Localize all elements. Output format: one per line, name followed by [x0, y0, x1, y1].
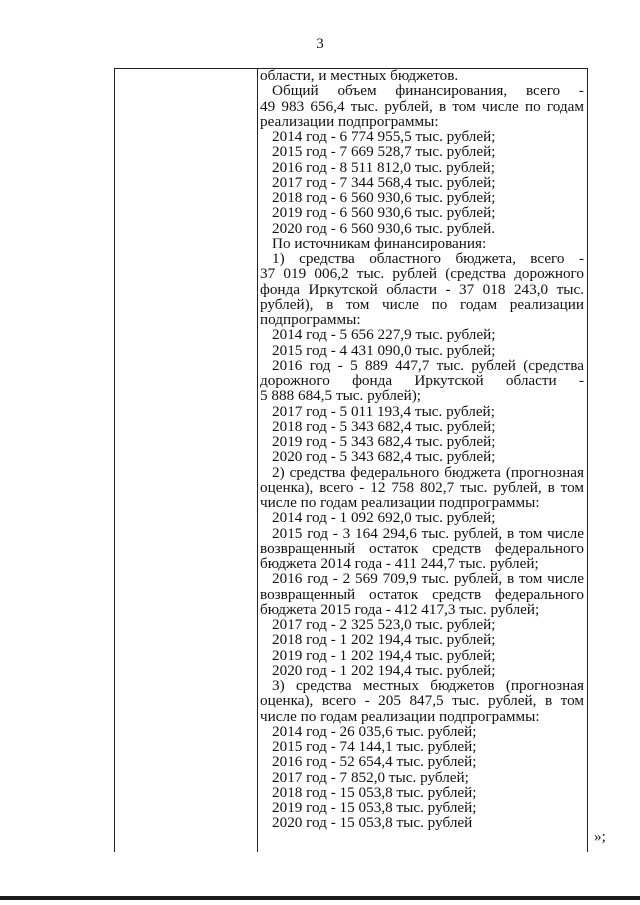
text-line: 2014 год - 26 035,6 тыс. рублей; — [272, 722, 477, 740]
text-line: возвращенный остаток средств федерального — [260, 539, 584, 557]
text-line: 2016 год - 52 654,4 тыс. рублей; — [272, 753, 477, 771]
table-cell-content — [260, 68, 584, 831]
text-line: 2015 год - 74 144,1 тыс. рублей; — [272, 738, 477, 755]
text-line: 2019 год - 6 560 930,6 тыс. рублей; — [272, 204, 496, 222]
text-line: оценка), всего - 205 847,5 тыс. рублей, в том — [260, 692, 584, 710]
text-line: возвращенный остаток средств федерального — [260, 585, 584, 603]
text-line: 2018 год - 15 053,8 тыс. рублей; — [272, 783, 477, 801]
text-line: 2014 год - 6 774 955,5 тыс. рублей; — [272, 128, 496, 145]
text-line: 2020 год - 1 202 194,4 тыс. рублей; — [272, 661, 496, 679]
text-line: 2018 год - 1 202 194,4 тыс. рублей; — [272, 631, 496, 649]
text-line: 2020 год - 15 053,8 тыс. рублей — [272, 814, 473, 832]
text-line: 5 888 684,5 тыс. рублей); — [260, 387, 421, 405]
text-line: бюджета 2015 года - 412 417,3 тыс. рублей; — [260, 600, 540, 618]
text-line: 2015 год - 3 164 294,6 тыс. рублей, в том числе — [272, 524, 584, 542]
text-line: 2017 год - 7 852,0 тыс. рублей; — [272, 768, 469, 786]
bottom-scan-border — [0, 896, 640, 900]
text-line: подпрограммы: — [260, 311, 361, 328]
text-line: оценка), всего - 12 758 802,7 тыс. рублей, в том — [260, 478, 584, 496]
text-line: 2020 год - 5 343 682,4 тыс. рублей; — [272, 448, 496, 466]
table-column-divider — [257, 69, 258, 852]
text-line: По источникам финансирования: — [272, 234, 487, 252]
text-line: 37 019 006,2 тыс. рублей (средства дорожного — [260, 265, 584, 283]
text-line: 2018 год - 5 343 682,4 тыс. рублей; — [272, 417, 496, 435]
text-line: 2015 год - 4 431 090,0 тыс. рублей; — [272, 341, 496, 359]
text-line: 2016 год - 8 511 812,0 тыс. рублей; — [272, 158, 495, 176]
page-number: 3 — [316, 36, 324, 52]
text-line: 2017 год - 2 325 523,0 тыс. рублей; — [272, 616, 496, 633]
text-line: 2018 год - 6 560 930,6 тыс. рублей; — [272, 189, 496, 206]
text-line: 2016 год - 5 889 447,7 тыс. рублей (средства — [272, 356, 584, 374]
text-line: 3) средства местных бюджетов (прогнозная — [272, 677, 584, 694]
text-line: 2019 год - 1 202 194,4 тыс. рублей; — [272, 646, 496, 664]
text-line: числе по годам реализации подпрограммы: — [260, 494, 540, 511]
text-line: 2016 год - 2 569 709,9 тыс. рублей, в том числе — [272, 570, 584, 588]
text-line: 2017 год - 7 344 568,4 тыс. рублей; — [272, 173, 496, 191]
text-line: Общий объем финансирования, всего - — [272, 82, 584, 100]
text-line: области, и местных бюджетов. — [260, 67, 459, 84]
text-line: 2014 год - 1 092 692,0 тыс. рублей; — [272, 509, 496, 527]
text-line: дорожного фонда Иркутской области - — [260, 372, 584, 389]
text-line: фонда Иркутской области - 37 018 243,0 тыс. — [260, 280, 584, 298]
text-line: рублей), в том числе по годам реализации — [260, 295, 584, 313]
text-line: числе по годам реализации подпрограммы: — [260, 707, 540, 725]
text-line: 2017 год - 5 011 193,4 тыс. рублей; — [272, 402, 495, 420]
text-line: 49 983 656,4 тыс. рублей, в том числе по годам — [260, 97, 584, 115]
text-line: 2019 год - 15 053,8 тыс. рублей; — [272, 799, 477, 816]
text-line: 2) средства федерального бюджета (прогнозная — [272, 463, 584, 481]
text-line: бюджета 2014 года - 411 244,7 тыс. рублей; — [260, 555, 539, 572]
text-line: 2019 год - 5 343 682,4 тыс. рублей; — [272, 433, 496, 450]
closing-quote-mark: »; — [594, 828, 606, 845]
text-line: 2015 год - 7 669 528,7 тыс. рублей; — [272, 143, 496, 161]
text-line: 2014 год - 5 656 227,9 тыс. рублей; — [272, 326, 496, 344]
text-line: 1) средства областного бюджета, всего - — [272, 250, 584, 267]
text-line: 2020 год - 6 560 930,6 тыс. рублей. — [272, 219, 496, 237]
text-line: реализации подпрограммы: — [260, 112, 439, 130]
